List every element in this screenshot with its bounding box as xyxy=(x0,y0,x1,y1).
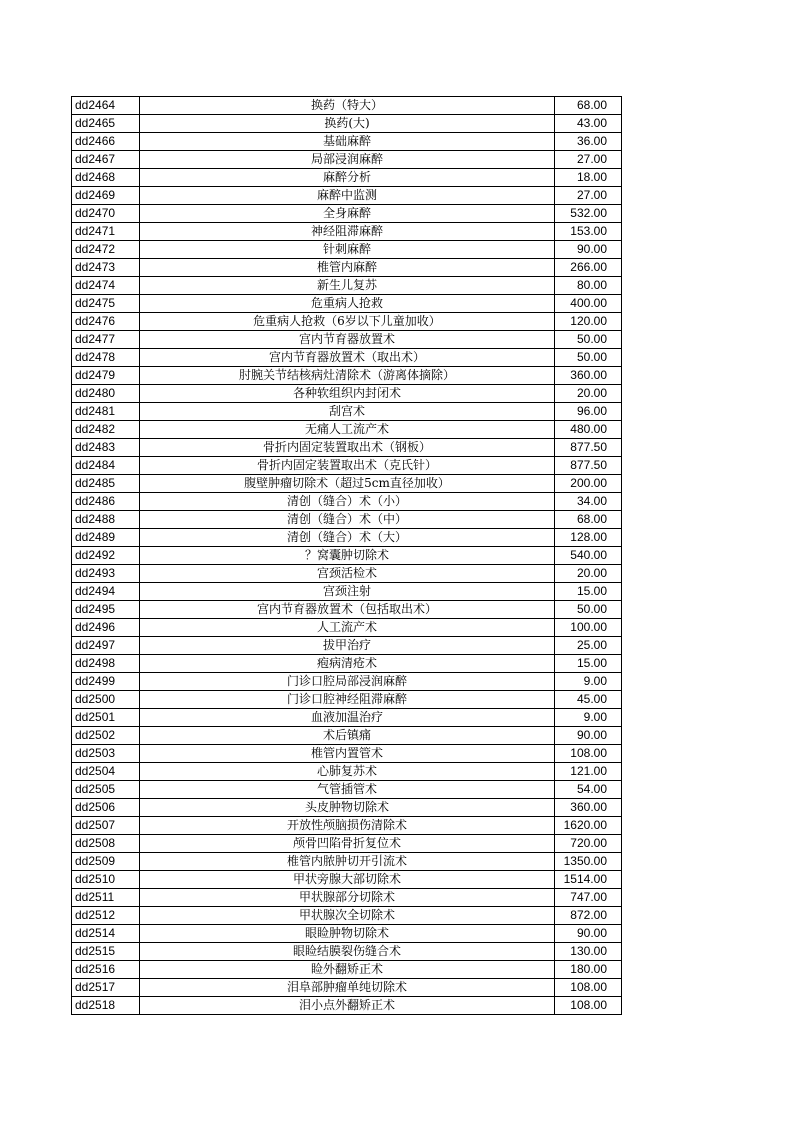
item-name-cell: 泪小点外翻矫正术 xyxy=(140,997,555,1015)
code-cell: dd2515 xyxy=(72,943,140,961)
table-row xyxy=(72,385,622,403)
item-name-cell: 门诊口腔局部浸润麻醉 xyxy=(140,673,555,691)
price-cell: 36.00 xyxy=(555,133,622,151)
table-row xyxy=(72,313,622,331)
item-name-cell: 人工流产术 xyxy=(140,619,555,637)
price-cell: 128.00 xyxy=(555,529,622,547)
item-name-cell: 换药（特大） xyxy=(140,97,555,115)
price-cell: 747.00 xyxy=(555,889,622,907)
item-name-cell: 疱病清疮术 xyxy=(140,655,555,673)
price-cell: 1514.00 xyxy=(555,871,622,889)
table-row xyxy=(72,187,622,205)
price-cell: 18.00 xyxy=(555,169,622,187)
code-cell: dd2488 xyxy=(72,511,140,529)
price-cell: 532.00 xyxy=(555,205,622,223)
code-cell: dd2503 xyxy=(72,745,140,763)
price-cell: 43.00 xyxy=(555,115,622,133)
price-cell: 27.00 xyxy=(555,151,622,169)
item-name-cell: 骨折内固定装置取出术（克氏针） xyxy=(140,457,555,475)
item-name-cell: 麻醉中监测 xyxy=(140,187,555,205)
code-cell: dd2495 xyxy=(72,601,140,619)
code-cell: dd2510 xyxy=(72,871,140,889)
code-cell: dd2473 xyxy=(72,259,140,277)
item-name-cell: 麻醉分析 xyxy=(140,169,555,187)
code-cell: dd2489 xyxy=(72,529,140,547)
price-cell: 20.00 xyxy=(555,385,622,403)
table-row xyxy=(72,205,622,223)
table-row xyxy=(72,295,622,313)
price-cell: 68.00 xyxy=(555,97,622,115)
code-cell: dd2509 xyxy=(72,853,140,871)
price-cell: 15.00 xyxy=(555,583,622,601)
item-name-cell: 无痛人工流产术 xyxy=(140,421,555,439)
price-cell: 400.00 xyxy=(555,295,622,313)
table-row xyxy=(72,997,622,1015)
item-name-cell: 甲状腺次全切除术 xyxy=(140,907,555,925)
price-cell: 50.00 xyxy=(555,601,622,619)
code-cell: dd2472 xyxy=(72,241,140,259)
item-name-cell: 泪阜部肿瘤单纯切除术 xyxy=(140,979,555,997)
price-cell: 45.00 xyxy=(555,691,622,709)
code-cell: dd2506 xyxy=(72,799,140,817)
item-name-cell: 骨折内固定装置取出术（钢板） xyxy=(140,439,555,457)
table-row xyxy=(72,853,622,871)
table-row xyxy=(72,619,622,637)
code-cell: dd2508 xyxy=(72,835,140,853)
item-name-cell: 甲状腺部分切除术 xyxy=(140,889,555,907)
item-name-cell: 门诊口腔神经阻滞麻醉 xyxy=(140,691,555,709)
price-cell: 130.00 xyxy=(555,943,622,961)
table-row xyxy=(72,655,622,673)
item-name-cell: 眼睑肿物切除术 xyxy=(140,925,555,943)
code-cell: dd2511 xyxy=(72,889,140,907)
code-cell: dd2480 xyxy=(72,385,140,403)
table-row xyxy=(72,457,622,475)
table-row xyxy=(72,439,622,457)
code-cell: dd2464 xyxy=(72,97,140,115)
item-name-cell: 清创（缝合）术（中） xyxy=(140,511,555,529)
item-name-cell: 宫内节育器放置术（取出术） xyxy=(140,349,555,367)
price-cell: 90.00 xyxy=(555,925,622,943)
price-cell: 100.00 xyxy=(555,619,622,637)
item-name-cell: 局部浸润麻醉 xyxy=(140,151,555,169)
table-row xyxy=(72,673,622,691)
price-cell: 540.00 xyxy=(555,547,622,565)
price-cell: 15.00 xyxy=(555,655,622,673)
code-cell: dd2477 xyxy=(72,331,140,349)
code-cell: dd2483 xyxy=(72,439,140,457)
item-name-cell: 腹壁肿瘤切除术（超过5cm直径加收） xyxy=(140,475,555,493)
code-cell: dd2466 xyxy=(72,133,140,151)
table-row xyxy=(72,511,622,529)
item-name-cell: 全身麻醉 xyxy=(140,205,555,223)
price-cell: 54.00 xyxy=(555,781,622,799)
item-name-cell: 血液加温治疗 xyxy=(140,709,555,727)
item-name-cell: 神经阻滞麻醉 xyxy=(140,223,555,241)
price-cell: 96.00 xyxy=(555,403,622,421)
code-cell: dd2467 xyxy=(72,151,140,169)
table-row xyxy=(72,745,622,763)
item-name-cell: 清创（缝合）术（小） xyxy=(140,493,555,511)
item-name-cell: 宫内节育器放置术（包括取出术） xyxy=(140,601,555,619)
table-row xyxy=(72,529,622,547)
price-cell: 480.00 xyxy=(555,421,622,439)
table-row xyxy=(72,799,622,817)
code-cell: dd2475 xyxy=(72,295,140,313)
table-row xyxy=(72,817,622,835)
table-row xyxy=(72,961,622,979)
item-name-cell: 宫颈活检术 xyxy=(140,565,555,583)
table-row xyxy=(72,637,622,655)
table-row xyxy=(72,277,622,295)
price-cell: 50.00 xyxy=(555,349,622,367)
price-cell: 872.00 xyxy=(555,907,622,925)
item-name-cell: 基础麻醉 xyxy=(140,133,555,151)
code-cell: dd2507 xyxy=(72,817,140,835)
table-row xyxy=(72,583,622,601)
code-cell: dd2468 xyxy=(72,169,140,187)
code-cell: dd2476 xyxy=(72,313,140,331)
code-cell: dd2498 xyxy=(72,655,140,673)
table-row xyxy=(72,151,622,169)
fee-table-body xyxy=(72,97,622,1015)
table-row xyxy=(72,871,622,889)
price-cell: 720.00 xyxy=(555,835,622,853)
table-row xyxy=(72,241,622,259)
code-cell: dd2474 xyxy=(72,277,140,295)
item-name-cell: 椎管内置管术 xyxy=(140,745,555,763)
table-row xyxy=(72,835,622,853)
item-name-cell: 心肺复苏术 xyxy=(140,763,555,781)
code-cell: dd2484 xyxy=(72,457,140,475)
price-cell: 153.00 xyxy=(555,223,622,241)
price-cell: 27.00 xyxy=(555,187,622,205)
code-cell: dd2505 xyxy=(72,781,140,799)
item-name-cell: 颅骨凹陷骨折复位术 xyxy=(140,835,555,853)
item-name-cell: 刮宫术 xyxy=(140,403,555,421)
code-cell: dd2502 xyxy=(72,727,140,745)
table-row xyxy=(72,259,622,277)
table-row xyxy=(72,907,622,925)
item-name-cell: 开放性颅脑损伤清除术 xyxy=(140,817,555,835)
price-cell: 200.00 xyxy=(555,475,622,493)
code-cell: dd2482 xyxy=(72,421,140,439)
table-row xyxy=(72,223,622,241)
table-row xyxy=(72,727,622,745)
price-cell: 266.00 xyxy=(555,259,622,277)
price-cell: 877.50 xyxy=(555,439,622,457)
code-cell: dd2479 xyxy=(72,367,140,385)
code-cell: dd2512 xyxy=(72,907,140,925)
price-cell: 90.00 xyxy=(555,241,622,259)
code-cell: dd2469 xyxy=(72,187,140,205)
code-cell: dd2492 xyxy=(72,547,140,565)
table-row xyxy=(72,943,622,961)
price-cell: 108.00 xyxy=(555,979,622,997)
price-cell: 20.00 xyxy=(555,565,622,583)
code-cell: dd2501 xyxy=(72,709,140,727)
table-row xyxy=(72,493,622,511)
item-name-cell: 危重病人抢救 xyxy=(140,295,555,313)
table-row xyxy=(72,763,622,781)
table-row xyxy=(72,331,622,349)
code-cell: dd2465 xyxy=(72,115,140,133)
price-cell: 90.00 xyxy=(555,727,622,745)
price-cell: 9.00 xyxy=(555,709,622,727)
code-cell: dd2494 xyxy=(72,583,140,601)
code-cell: dd2486 xyxy=(72,493,140,511)
table-row xyxy=(72,421,622,439)
item-name-cell: 针刺麻醉 xyxy=(140,241,555,259)
table-row xyxy=(72,367,622,385)
price-cell: 1350.00 xyxy=(555,853,622,871)
item-name-cell: 头皮肿物切除术 xyxy=(140,799,555,817)
item-name-cell: 换药(大) xyxy=(140,115,555,133)
table-row xyxy=(72,349,622,367)
price-cell: 360.00 xyxy=(555,799,622,817)
table-row xyxy=(72,709,622,727)
price-cell: 80.00 xyxy=(555,277,622,295)
code-cell: dd2470 xyxy=(72,205,140,223)
table-row xyxy=(72,97,622,115)
price-cell: 180.00 xyxy=(555,961,622,979)
price-cell: 34.00 xyxy=(555,493,622,511)
item-name-cell: 新生儿复苏 xyxy=(140,277,555,295)
code-cell: dd2478 xyxy=(72,349,140,367)
code-cell: dd2471 xyxy=(72,223,140,241)
code-cell: dd2500 xyxy=(72,691,140,709)
table-row xyxy=(72,133,622,151)
table-row xyxy=(72,781,622,799)
item-name-cell: 肘腕关节结核病灶清除术（游离体摘除） xyxy=(140,367,555,385)
table-row xyxy=(72,169,622,187)
table-row xyxy=(72,889,622,907)
price-cell: 9.00 xyxy=(555,673,622,691)
code-cell: dd2514 xyxy=(72,925,140,943)
table-row xyxy=(72,115,622,133)
price-cell: 68.00 xyxy=(555,511,622,529)
price-cell: 360.00 xyxy=(555,367,622,385)
price-cell: 108.00 xyxy=(555,745,622,763)
item-name-cell: 气管插管术 xyxy=(140,781,555,799)
price-cell: 108.00 xyxy=(555,997,622,1015)
table-row xyxy=(72,979,622,997)
price-cell: 120.00 xyxy=(555,313,622,331)
code-cell: dd2497 xyxy=(72,637,140,655)
item-name-cell: 眼睑结膜裂伤缝合术 xyxy=(140,943,555,961)
item-name-cell: 宫内节育器放置术 xyxy=(140,331,555,349)
fee-table xyxy=(71,96,622,1015)
item-name-cell: 甲状旁腺大部切除术 xyxy=(140,871,555,889)
code-cell: dd2481 xyxy=(72,403,140,421)
table-row xyxy=(72,601,622,619)
table-row xyxy=(72,547,622,565)
item-name-cell: 椎管内麻醉 xyxy=(140,259,555,277)
table-row xyxy=(72,403,622,421)
price-cell: 25.00 xyxy=(555,637,622,655)
price-cell: 121.00 xyxy=(555,763,622,781)
code-cell: dd2485 xyxy=(72,475,140,493)
code-cell: dd2493 xyxy=(72,565,140,583)
item-name-cell: ？窝囊肿切除术 xyxy=(140,547,555,565)
item-name-cell: 各种软组织内封闭术 xyxy=(140,385,555,403)
code-cell: dd2518 xyxy=(72,997,140,1015)
price-cell: 877.50 xyxy=(555,457,622,475)
code-cell: dd2516 xyxy=(72,961,140,979)
table-row xyxy=(72,925,622,943)
item-name-cell: 清创（缝合）术（大） xyxy=(140,529,555,547)
table-row xyxy=(72,475,622,493)
code-cell: dd2504 xyxy=(72,763,140,781)
table-row xyxy=(72,691,622,709)
item-name-cell: 拔甲治疗 xyxy=(140,637,555,655)
price-cell: 50.00 xyxy=(555,331,622,349)
item-name-cell: 术后镇痛 xyxy=(140,727,555,745)
item-name-cell: 宫颈注射 xyxy=(140,583,555,601)
price-cell: 1620.00 xyxy=(555,817,622,835)
code-cell: dd2499 xyxy=(72,673,140,691)
item-name-cell: 睑外翻矫正术 xyxy=(140,961,555,979)
item-name-cell: 椎管内脓肿切开引流术 xyxy=(140,853,555,871)
code-cell: dd2517 xyxy=(72,979,140,997)
code-cell: dd2496 xyxy=(72,619,140,637)
item-name-cell: 危重病人抢救（6岁以下儿童加收） xyxy=(140,313,555,331)
table-row xyxy=(72,565,622,583)
